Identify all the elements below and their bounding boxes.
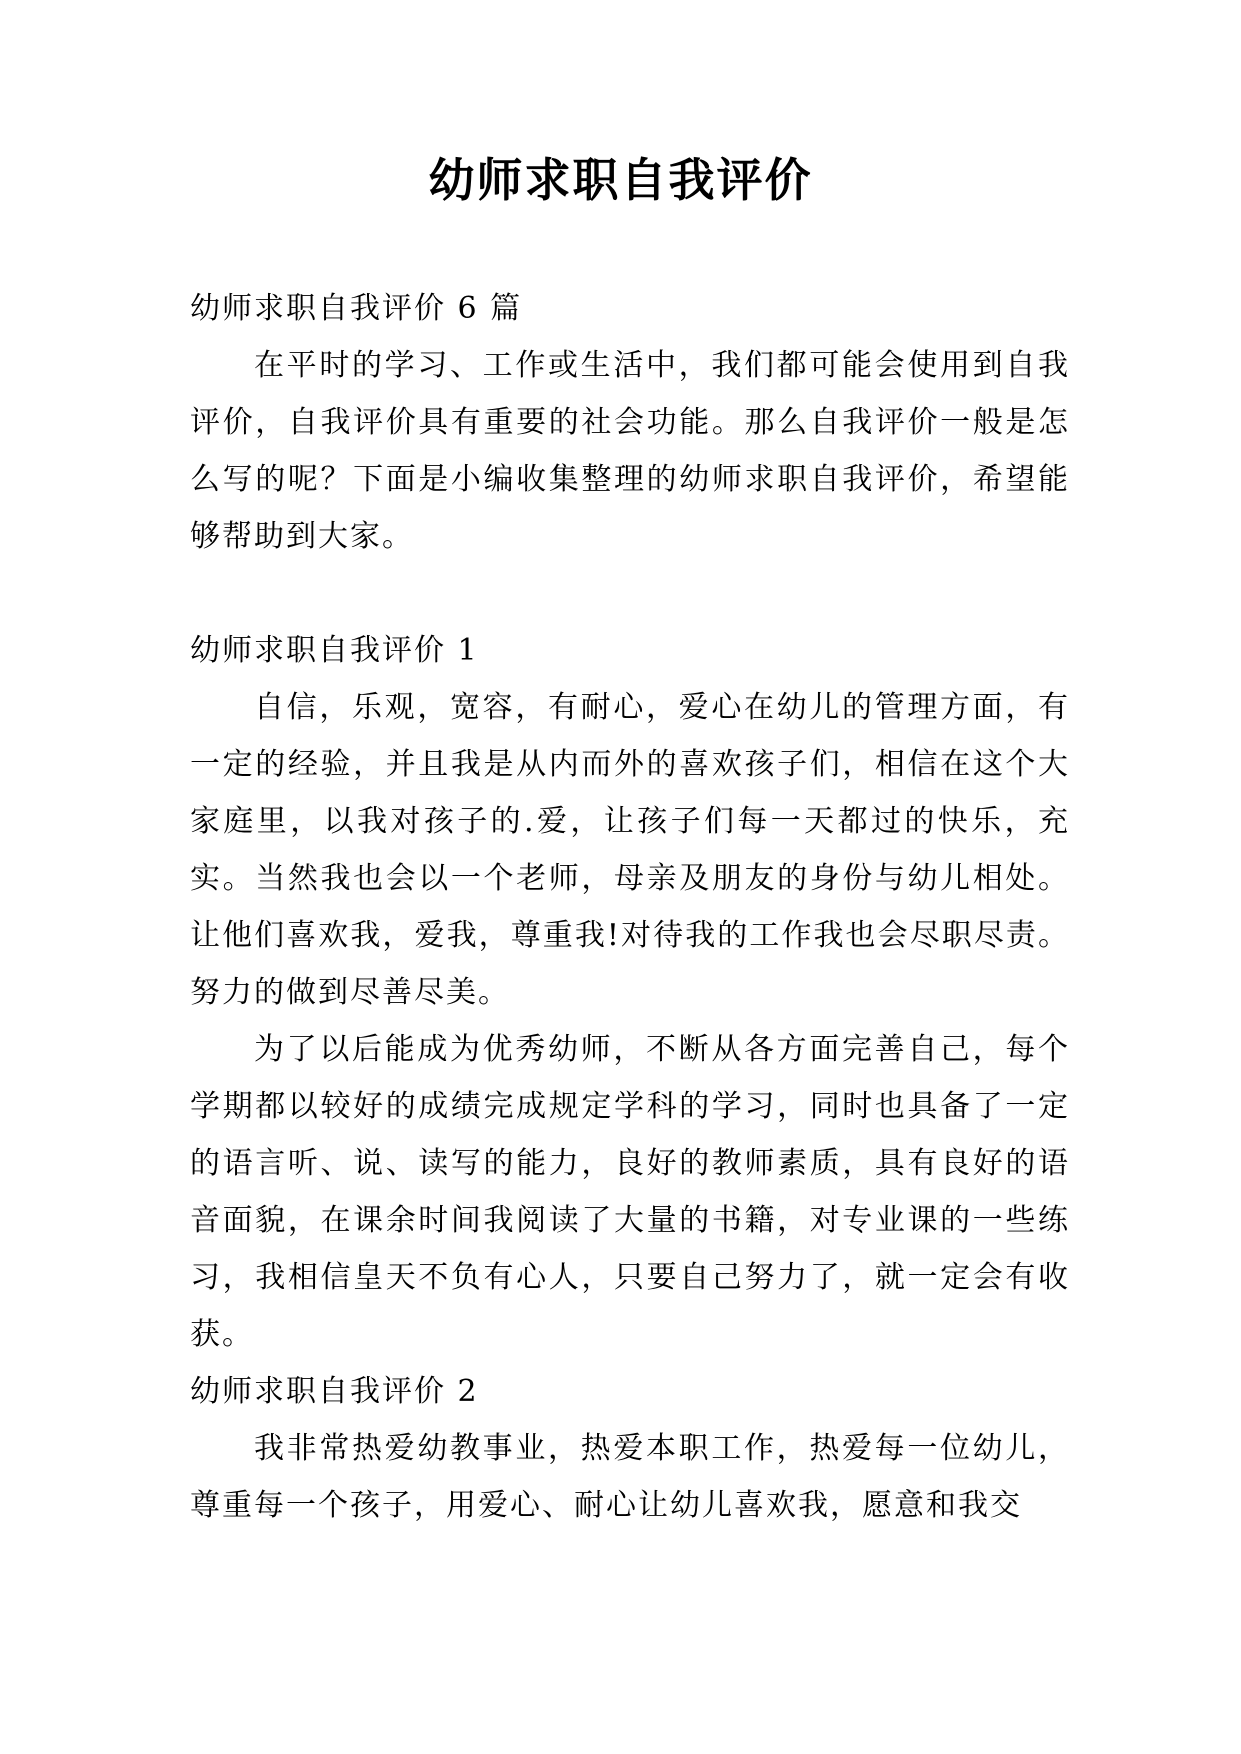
document-title: 幼师求职自我评价	[428, 153, 813, 207]
intro-paragraph: 在平时的学习、工作或生活中，我们都可能会使用到自我评价，自我评价具有重要的社会功能。那么自我评价一般是怎么写的呢？下面是小编收集整理的幼师求职自我评价，希望能够帮助到大家。	[190, 348, 1070, 554]
spacer	[190, 565, 1070, 622]
section-paragraph: 自信，乐观，宽容，有耐心，爱心在幼儿的管理方面，有一定的经验，并且我是从内而外的喜欢孩子们，相信在这个大家庭里，以我对孩子的.爱，让孩子们每一天都过的快乐，充实。当然我也会以一个老师，母亲及朋友的身份与幼儿相处。让他们喜欢我，爱我，尊重我!对待我的工作我也会尽职尽责。努力的做到尽善尽美。	[190, 690, 1070, 1010]
section-paragraph: 为了以后能成为优秀幼师，不断从各方面完善自己，每个学期都以较好的成绩完成规定学科的学习，同时也具备了一定的语言听、说、读写的能力，良好的教师素质，具有良好的语音面貌，在课余时间我阅读了大量的书籍，对专业课的一些练习，我相信皇天不负有心人，只要自己努力了，就一定会有收获。	[190, 1032, 1070, 1352]
section-heading: 幼师求职自我评价 2	[190, 1374, 479, 1409]
section-heading: 幼师求职自我评价 1	[190, 633, 479, 668]
section-paragraph: 我非常热爱幼教事业，热爱本职工作，热爱每一位幼儿，尊重每一个孩子，用爱心、耐心让幼儿喜欢我，愿意和我交	[190, 1431, 1070, 1523]
document-body	[190, 280, 1070, 1534]
intro-heading: 幼师求职自我评价 6 篇	[190, 291, 523, 326]
